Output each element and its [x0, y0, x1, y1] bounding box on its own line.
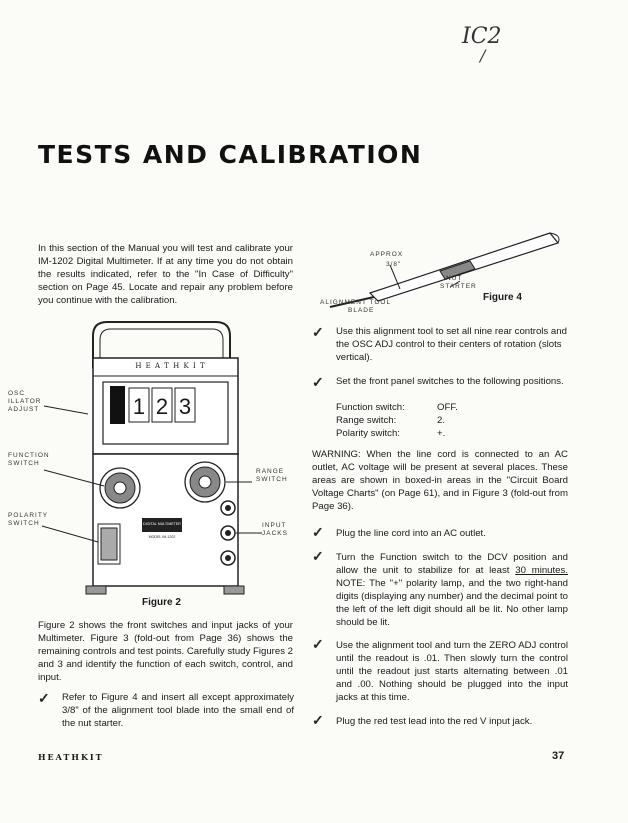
handwritten-mark: / [480, 46, 486, 65]
step-turn [336, 552, 568, 629]
function-switch-label: FUNCTION SWITCH [8, 452, 50, 467]
switch-row: Function switch: [336, 402, 405, 413]
checkmark-icon: ✓ [312, 374, 324, 390]
checkmark-icon: ✓ [312, 548, 324, 564]
switch-value: 2. [437, 415, 446, 426]
checkmark-icon: ✓ [38, 690, 50, 706]
display-digit-2: 2 [155, 394, 169, 419]
warning-paragraph: WARNING: When the line cord is connected to an AC outlet, AC voltage will be present at several places. These areas are shown in boxed-in areas in the "Circuit Board Voltage Charts" (on Page 61), and in Figure 3 (fold-out from Page 36). [312, 449, 568, 512]
page-number: 37 [552, 750, 565, 762]
display-digit-3: 3 [178, 394, 192, 419]
footer-brand: HEATHKIT [38, 752, 104, 762]
step-turn-text: Turn the Function switch to the DCV position and allow the unit to stabilize for at least [336, 552, 568, 576]
step-refer: Refer to Figure 4 and insert all except approximately 3/8" of the alignment tool blade into the small end of the nut starter. [62, 692, 294, 729]
approx-label: APPROX [370, 251, 404, 258]
switch-row: Polarity switch: [336, 428, 400, 439]
starter-label: STARTER [440, 283, 477, 290]
tool-label: ALIGNMENT TOOL [320, 299, 392, 306]
range-switch-label: RANGE SWITCH [256, 468, 288, 483]
page-title: TESTS AND CALIBRATION [38, 140, 423, 169]
checkmark-icon: ✓ [312, 524, 324, 540]
input-jacks-label: INPUT JACKS [262, 522, 288, 537]
intro-paragraph: In this section of the Manual you will test and calibrate your IM-1202 Digital Multimeter. If at any time you do not obtain the results indicated, refer to the "In Case of Difficulty" section on Page 45. Locate and repair any problem before you continue with the calibration. [38, 243, 293, 306]
step-align: Use this alignment tool to set all nine rear controls and the OSC ADJ control to their centers of rotation (slots vertical). [336, 326, 567, 363]
approx-dimension: 3/8" [386, 261, 402, 268]
figure-4-caption: Figure 4 [483, 292, 522, 303]
figure-2-caption: Figure 2 [142, 597, 181, 608]
step-zero: Use the alignment tool and turn the ZERO ADJ control until the readout is .01. Then slowly turn the control until the readout just starts alternating between .01 and .00. Nothing should be plugged into the input jacks at this time. [336, 640, 568, 703]
checkmark-icon: ✓ [312, 324, 324, 340]
osc-adjust-label: OSC ILLATOR ADJUST [8, 390, 42, 413]
figure-2 [0, 318, 300, 608]
nut-label: NUT [446, 275, 463, 282]
blade-label: BLADE [348, 307, 375, 314]
nameplate-label: DIGITAL MULTIMETER [143, 522, 181, 526]
step-turn-note: NOTE: The "+" polarity lamp, and the two right-hand digits (displaying any number) and the decimal point to the left of the left digit should all be lit. No other lamp should be lit. [336, 577, 568, 628]
figure2-paragraph: Figure 2 shows the front switches and input jacks of your Multimeter. Figure 3 (fold-out from Page 36) shows the remaining controls and test points. Carefully study Figures 2 and 3 and identify the function of each switch, control, and input. [38, 620, 293, 683]
step-turn-duration: 30 minutes. [515, 564, 568, 576]
step-front-panel: Set the front panel switches to the following positions. [336, 376, 564, 387]
step-red-lead: Plug the red test lead into the red V input jack. [336, 716, 533, 727]
model-label: MODEL IM-1202 [148, 535, 176, 539]
checkmark-icon: ✓ [312, 712, 324, 728]
switch-value: OFF. [437, 402, 458, 413]
display-digit-1: 1 [132, 394, 146, 419]
brand-label: H E A T H K I T [135, 362, 206, 370]
switch-row: Range switch: [336, 415, 397, 426]
polarity-switch-label: POLARITY SWITCH [8, 512, 49, 527]
handwritten-note: IC2 [462, 24, 502, 49]
figure-4 [310, 225, 590, 315]
checkmark-icon: ✓ [312, 636, 324, 652]
step-plug: Plug the line cord into an AC outlet. [336, 528, 486, 539]
switch-value: +. [437, 428, 446, 439]
